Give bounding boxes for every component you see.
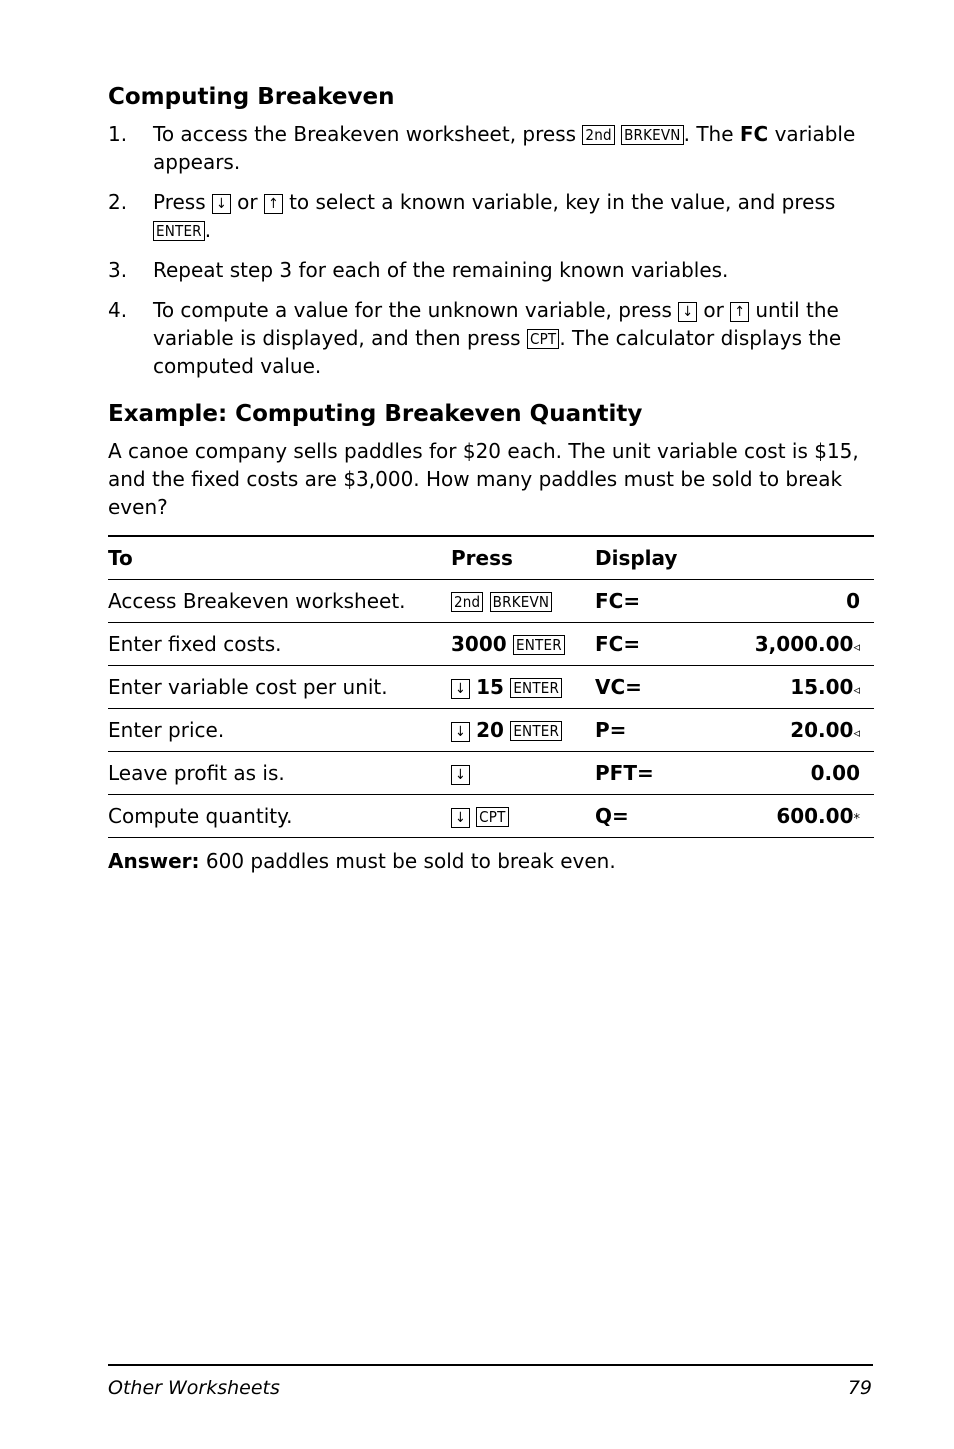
footer-page-number: 79 (847, 1377, 872, 1399)
header-display: Display (595, 546, 678, 570)
cell-press: ↓ 20 ENTER (451, 709, 595, 752)
assign-indicator-icon: ◃ (853, 640, 860, 655)
cell-display-label: VC= (595, 675, 642, 699)
example-title: Example: Computing Breakeven Quantity (108, 401, 643, 427)
step-number: 1. (108, 122, 128, 146)
table-row (108, 666, 874, 709)
cell-display-label: P= (595, 718, 627, 742)
cell-to: Enter price. (108, 718, 225, 742)
cell-display-value: 0.00 (810, 761, 860, 785)
answer-label: Answer: (108, 849, 200, 873)
cell-display-label: FC= (595, 632, 641, 656)
header-press: Press (451, 546, 513, 570)
key-cpt: CPT (476, 807, 508, 827)
cell-press (451, 580, 595, 623)
down-arrow-key-icon: ↓ (451, 808, 470, 828)
down-arrow-key-icon: ↓ (451, 722, 470, 742)
key-enter: ENTER (153, 221, 205, 241)
cell-display-value: 3,000.00◃ (754, 632, 860, 656)
footer-chapter: Other Worksheets (108, 1377, 280, 1399)
down-arrow-key-icon: ↓ (451, 679, 470, 699)
down-arrow-key-icon: ↓ (678, 302, 697, 322)
table-row (108, 752, 874, 795)
cell-to: Leave profit as is. (108, 761, 285, 785)
step-number: 3. (108, 258, 128, 282)
key-cpt: CPT (527, 329, 559, 349)
table-row (108, 580, 874, 623)
up-arrow-key-icon: ↑ (730, 302, 749, 322)
step-item: 3. Repeat step 3 for each of the remaining known variables. (108, 258, 729, 282)
key-2nd: 2nd (451, 592, 483, 612)
cell-display-value: 15.00◃ (790, 675, 860, 699)
answer (108, 847, 616, 875)
steps-list (108, 120, 874, 392)
down-arrow-key-icon: ↓ (451, 765, 470, 785)
key-brkevn: BRKEVN (621, 125, 684, 145)
cell-press (451, 795, 595, 838)
step-number: 2. (108, 190, 128, 214)
computed-indicator-icon: * (853, 812, 860, 827)
cell-to: Compute quantity. (108, 804, 293, 828)
key-enter: ENTER (510, 678, 562, 698)
up-arrow-key-icon: ↑ (264, 194, 283, 214)
cell-display-value: 0 (846, 589, 860, 613)
assign-indicator-icon: ◃ (853, 726, 860, 741)
key-enter: ENTER (510, 721, 562, 741)
variable-name: FC (739, 122, 769, 146)
step-number: 4. (108, 298, 128, 322)
table-row (108, 709, 874, 752)
down-arrow-key-icon: ↓ (212, 194, 231, 214)
table-row (108, 623, 874, 666)
step-item: 2. Press ↓ or ↑ to select a known variable, key in the value, and press ENTER . (108, 190, 836, 242)
cell-display-label: PFT= (595, 761, 654, 785)
key-brkevn: BRKEVN (490, 592, 553, 612)
footer-divider (108, 1364, 873, 1366)
step-item: 4. To compute a value for the unknown variable, press ↓ or ↑ until the variable is displayed, and then press CPT . The calculator displays the computed value. (108, 298, 842, 378)
cell-press: 3000 ENTER (451, 623, 595, 666)
cell-to: Access Breakeven worksheet. (108, 589, 406, 613)
cell-to: Enter variable cost per unit. (108, 675, 388, 699)
step-item: 1. To access the Breakeven worksheet, press 2nd BRKEVN . The FC variable appears. (108, 122, 856, 174)
example-table (108, 535, 874, 838)
assign-indicator-icon: ◃ (853, 683, 860, 698)
table-row (108, 795, 874, 838)
cell-press: ↓ 15 ENTER (451, 666, 595, 709)
cell-press (451, 752, 595, 795)
key-2nd: 2nd (582, 125, 614, 145)
cell-display-value: 20.00◃ (790, 718, 860, 742)
header-to: To (108, 546, 133, 570)
answer-text: 600 paddles must be sold to break even. (199, 849, 616, 873)
key-enter: ENTER (513, 635, 565, 655)
cell-display-label: FC= (595, 589, 641, 613)
cell-display-value: 600.00* (776, 804, 860, 828)
table-header-row (108, 536, 874, 580)
example-text: A canoe company sells paddles for $20 each. The unit variable cost is $15, and the fixed costs are $3,000. How many paddles must be sold to break even? (108, 439, 859, 519)
section-title: Computing Breakeven (108, 84, 395, 110)
cell-to: Enter fixed costs. (108, 632, 282, 656)
cell-display-label: Q= (595, 804, 629, 828)
